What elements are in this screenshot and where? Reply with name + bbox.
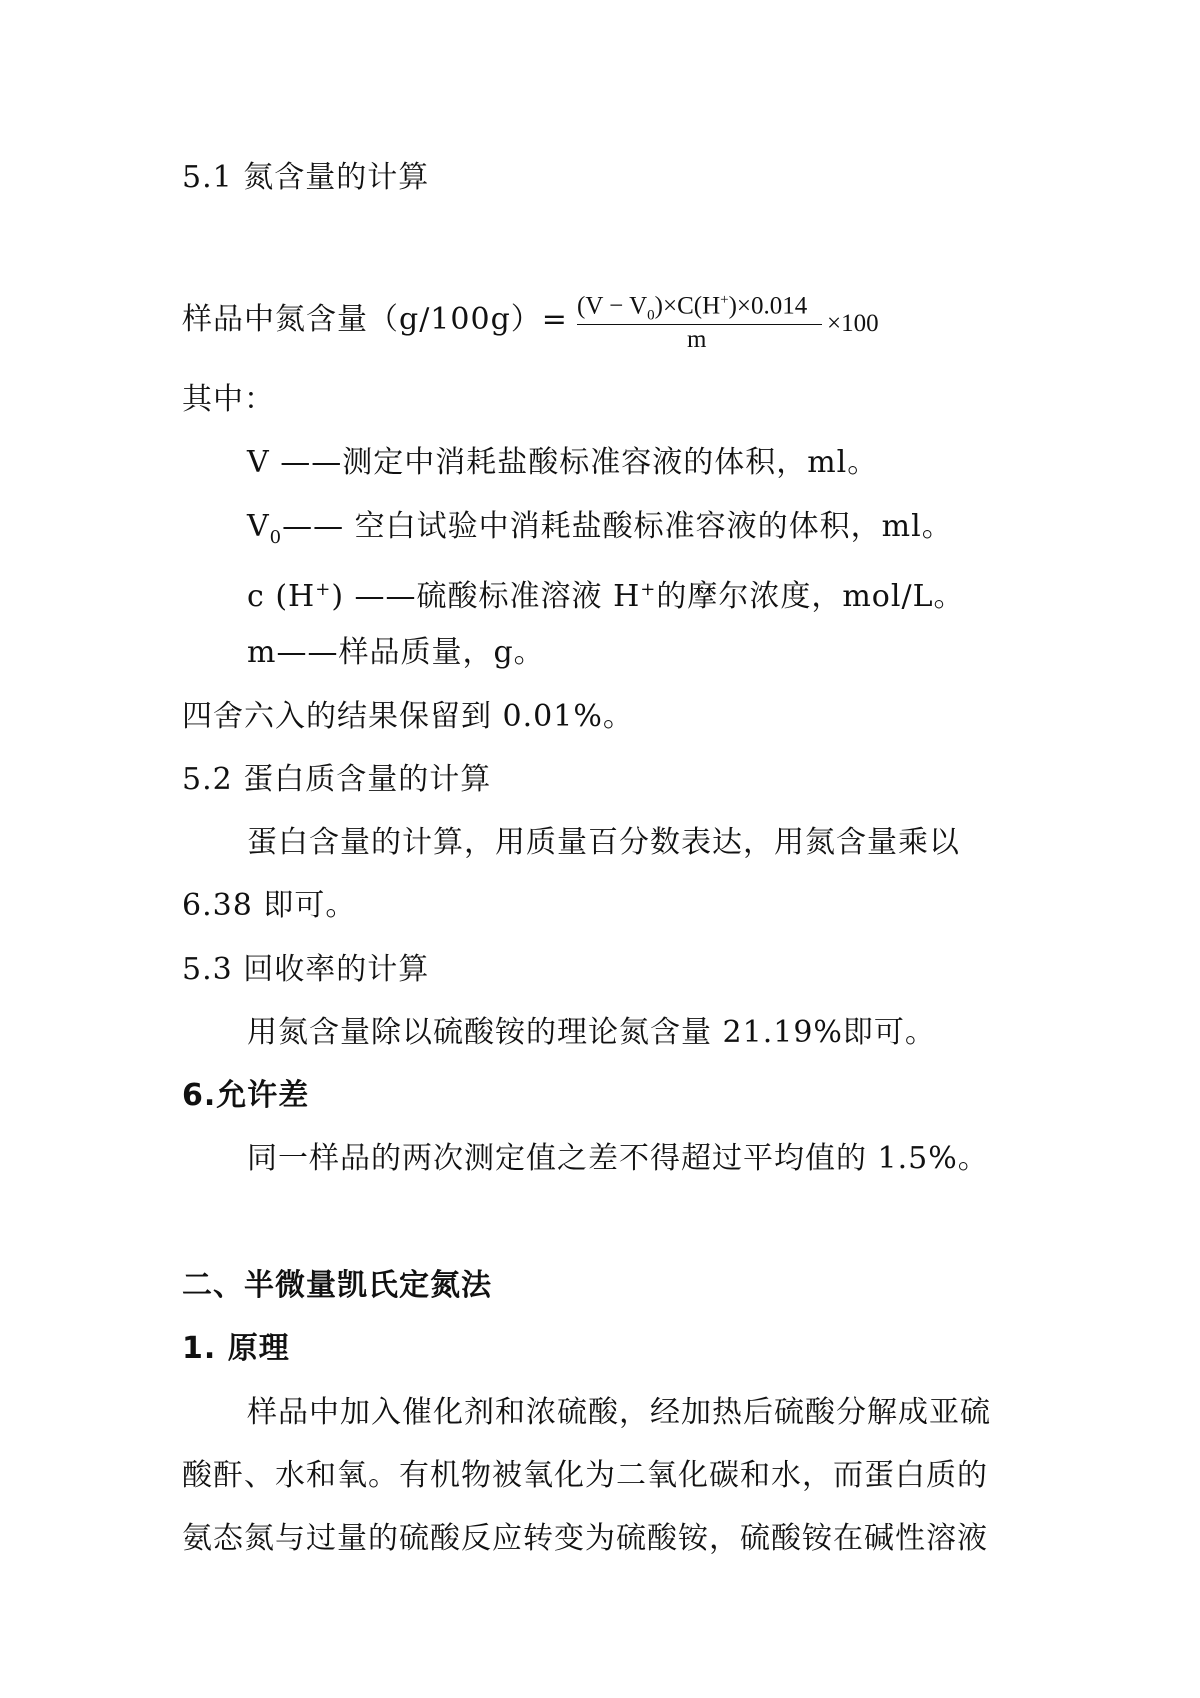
- section-5-3-text: 用氮含量除以硫酸铵的理论氮含量 21.19%即可。: [247, 1015, 936, 1050]
- principle-paragraph-line2: 酸酐、水和氧。有机物被氧化为二氧化碳和水，而蛋白质的: [182, 1458, 988, 1493]
- definition-v0: $V_0——$ 空白试验中消耗盐酸标准容液的体积，ml。: [247, 509, 953, 548]
- formula-numerator: $(V - V_0)\times C(H^+)\times 0.014$: [577, 292, 808, 324]
- section-6-text: 同一样品的两次测定值之差不得超过平均值的 1.5%。: [247, 1141, 989, 1176]
- where-label: 其中：: [182, 382, 275, 417]
- part-2-heading: 二、半微量凯氏定氮法: [182, 1268, 492, 1303]
- principle-heading: 1. 原理: [182, 1331, 290, 1366]
- section-5-1-heading: 5.1 氮含量的计算: [182, 160, 430, 195]
- definition-m: m——样品质量，g。: [247, 635, 545, 670]
- section-5-2-text-line2: 6.38 即可。: [182, 888, 357, 923]
- formula-multiplier: ×100: [827, 310, 879, 337]
- formula-label: 样品中氮含量（g/100g）=: [182, 302, 568, 337]
- principle-paragraph-line1: 样品中加入催化剂和浓硫酸，经加热后硫酸分解成亚硫: [247, 1395, 991, 1430]
- definition-v: V ——测定中消耗盐酸标准容液的体积，ml。: [247, 445, 879, 480]
- fraction-bar: [577, 324, 822, 325]
- formula-denominator: m: [687, 326, 707, 353]
- section-6-heading: 6.允许差: [182, 1078, 310, 1113]
- principle-paragraph-line3: 氨态氮与过量的硫酸反应转变为硫酸铵，硫酸铵在碱性溶液: [182, 1521, 988, 1556]
- section-5-3-heading: 5.3 回收率的计算: [182, 952, 430, 987]
- section-5-2-heading: 5.2 蛋白质含量的计算: [182, 762, 492, 797]
- section-5-2-text-line1: 蛋白含量的计算，用质量百分数表达，用氮含量乘以: [247, 825, 960, 860]
- definition-c: c (H+) ——硫酸标准溶液 H+的摩尔浓度，mol/L。: [247, 579, 965, 614]
- rounding-note: 四舍六入的结果保留到 0.01%。: [182, 699, 634, 734]
